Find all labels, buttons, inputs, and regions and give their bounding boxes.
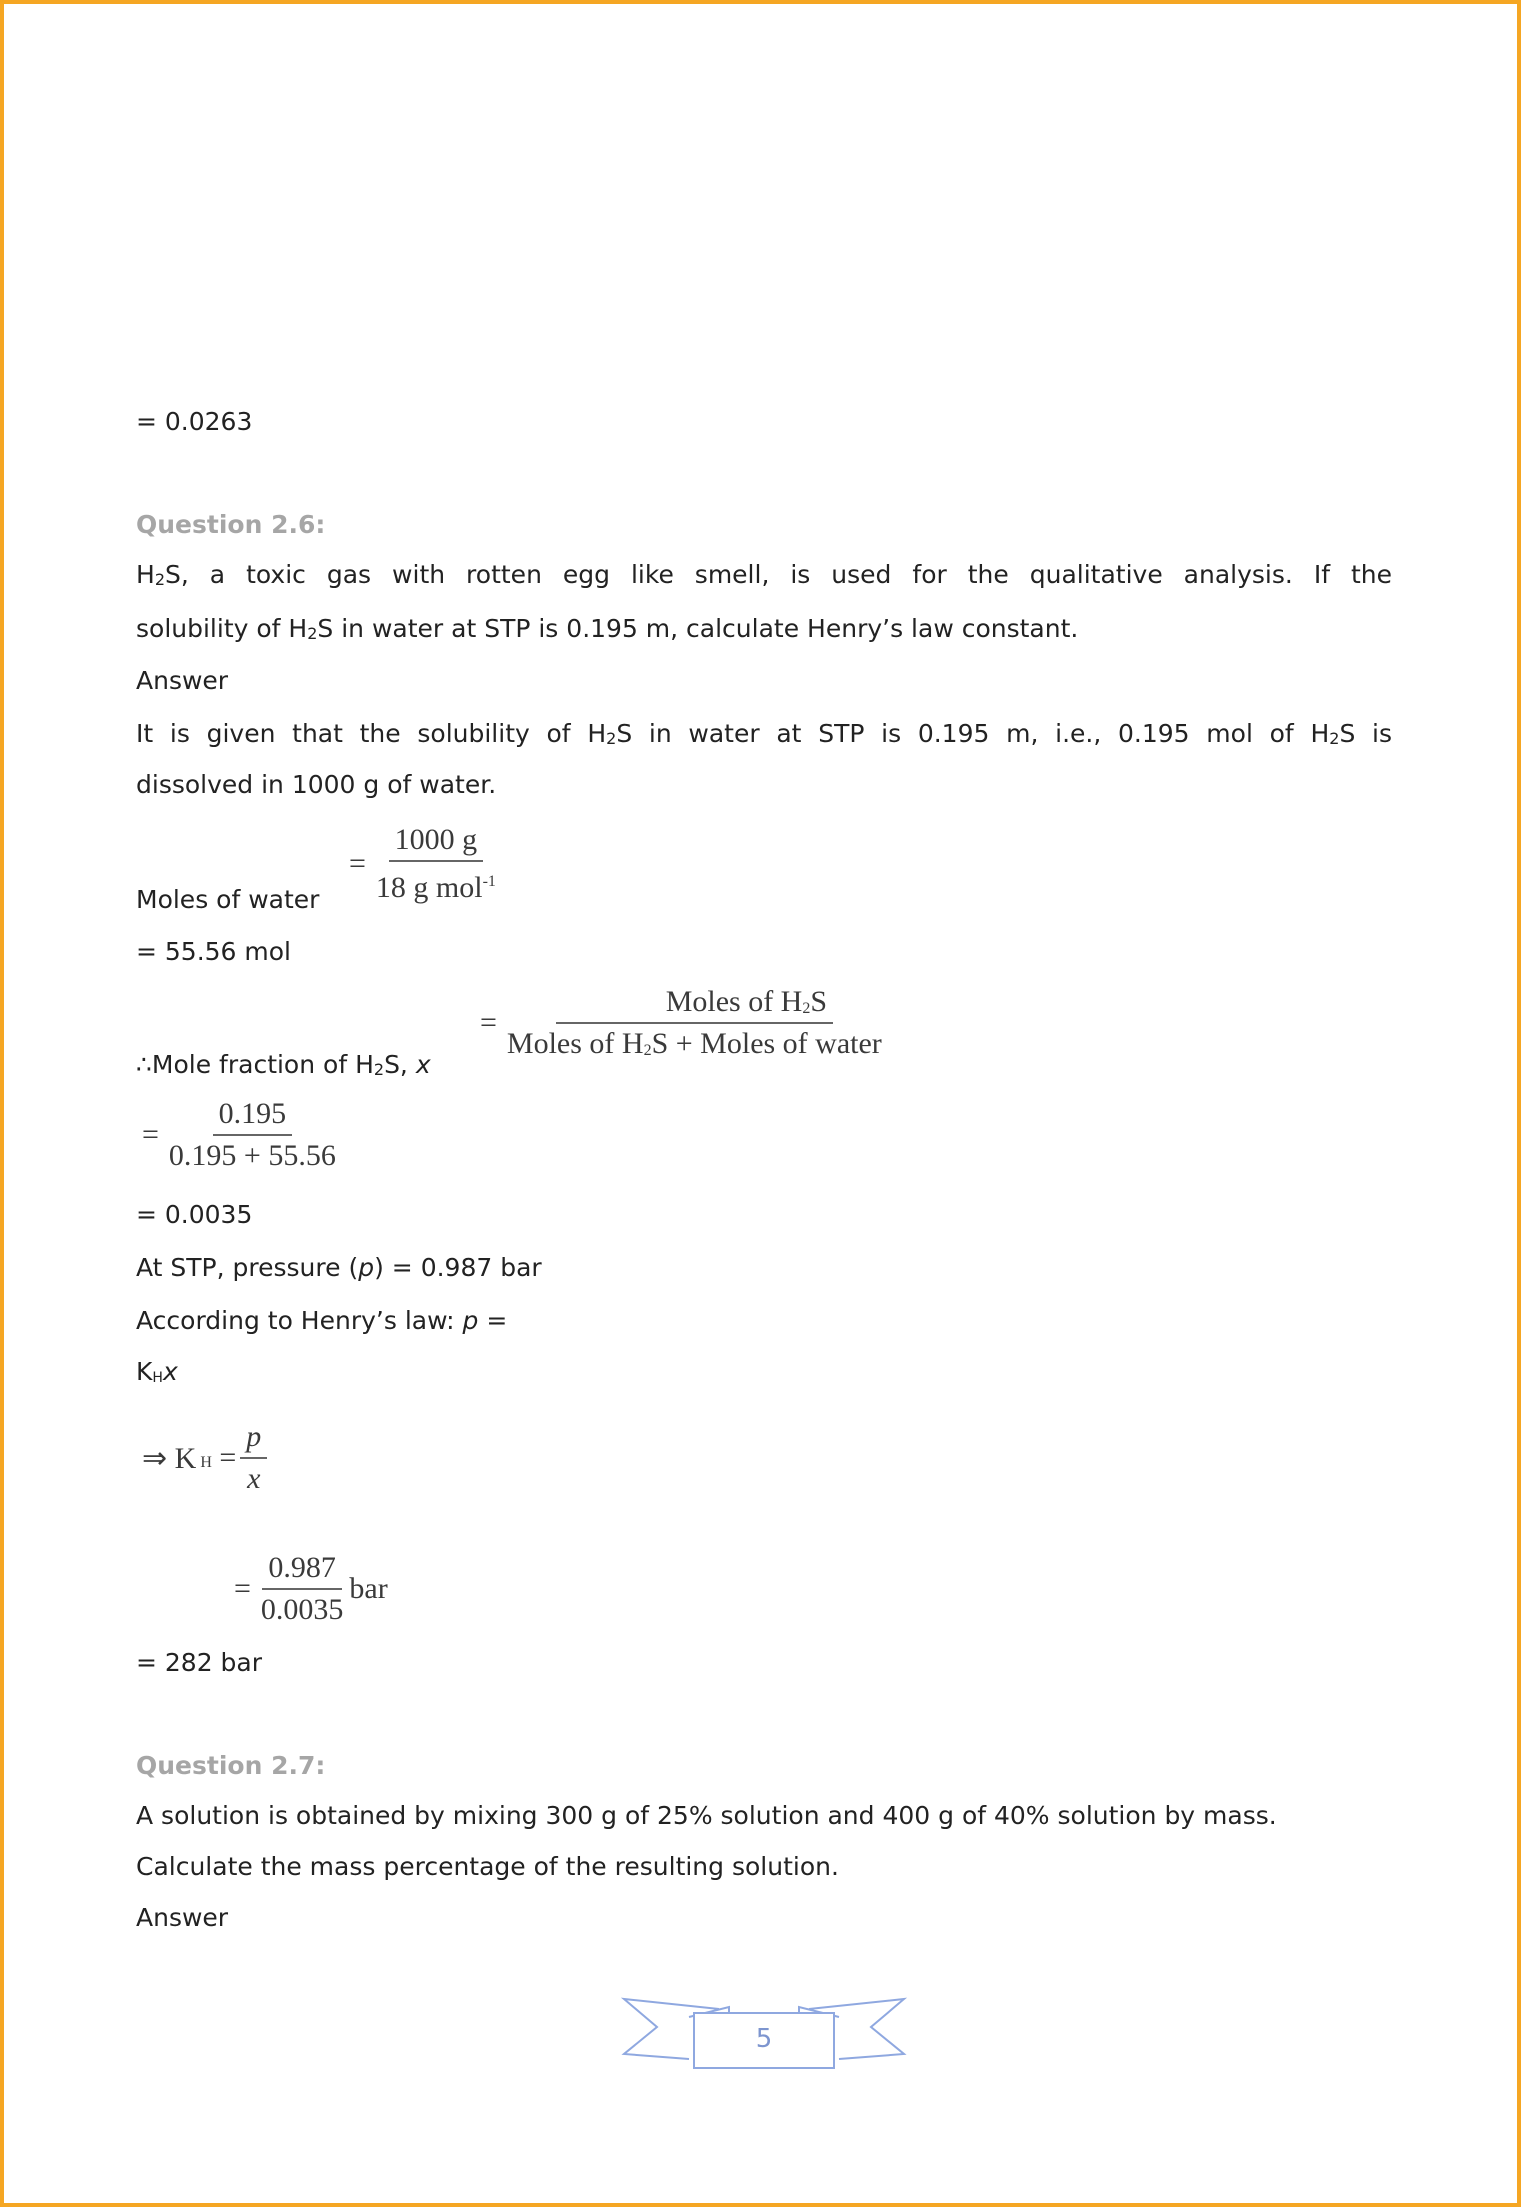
mole-fraction-formula: = $\frac{Moles of H_2S}{Moles of H_2S + Moles of water}$ [480, 982, 888, 1064]
moles-water-fraction: = $\frac{1000 g}{18 g mol^{-1}}$ [349, 820, 502, 908]
kh-result: = 282 bar [136, 1648, 263, 1677]
henry-law-line: According to Henry’s law: p = [136, 1306, 508, 1335]
mole-fraction-numeric: = $\frac{0.195}{0.195 + 55.56}$ [142, 1094, 342, 1176]
moles-water-value: = 55.56 mol [136, 937, 292, 966]
previous-result: = 0.0263 [136, 407, 253, 436]
pressure-line: At STP, pressure (p) = 0.987 bar [136, 1253, 542, 1282]
kh-formula: ⇒ K $_H$ = $\frac{p}{x}$ [142, 1417, 267, 1499]
question-2-7-heading: Question 2.7: [136, 1751, 326, 1780]
question-2-6-line-2: solubility of $H_2S$ in water at STP is 0.195 m, calculate Henry’s law constant. [136, 614, 1079, 643]
page-number: 5 [755, 2024, 773, 2054]
question-2-6-heading: Question 2.6: [136, 510, 326, 539]
mole-fraction-value: = 0.0035 [136, 1200, 253, 1229]
mole-fraction-label: ∴Mole fraction of $H_2S$, x [136, 1050, 431, 1079]
answer-line-2: dissolved in 1000 g of water. [136, 770, 497, 799]
question-2-6-line-1: $H_2S$, a toxic gas with rotten egg like smell, is used for the qualitative analysis. If the [136, 560, 1392, 589]
answer-label: Answer [136, 666, 229, 695]
kh-x-line: $K_Hx$ [136, 1357, 178, 1386]
moles-water-label: Moles of water [136, 885, 320, 914]
question-2-7-line-2: Calculate the mass percentage of the resulting solution. [136, 1852, 839, 1881]
answer-label-2-7: Answer [136, 1903, 229, 1932]
answer-line-1: It is given that the solubility of $H_2S$ in water at STP is 0.195 m, i.e., 0.195 mol of $H_2S$ is [136, 719, 1392, 748]
question-2-7-line-1: A solution is obtained by mixing 300 g of 25% solution and 400 g of 40% solution by mass. [136, 1801, 1277, 1830]
kh-numeric-fraction: = $\frac{0.987}{0.0035}$ bar [234, 1548, 392, 1630]
